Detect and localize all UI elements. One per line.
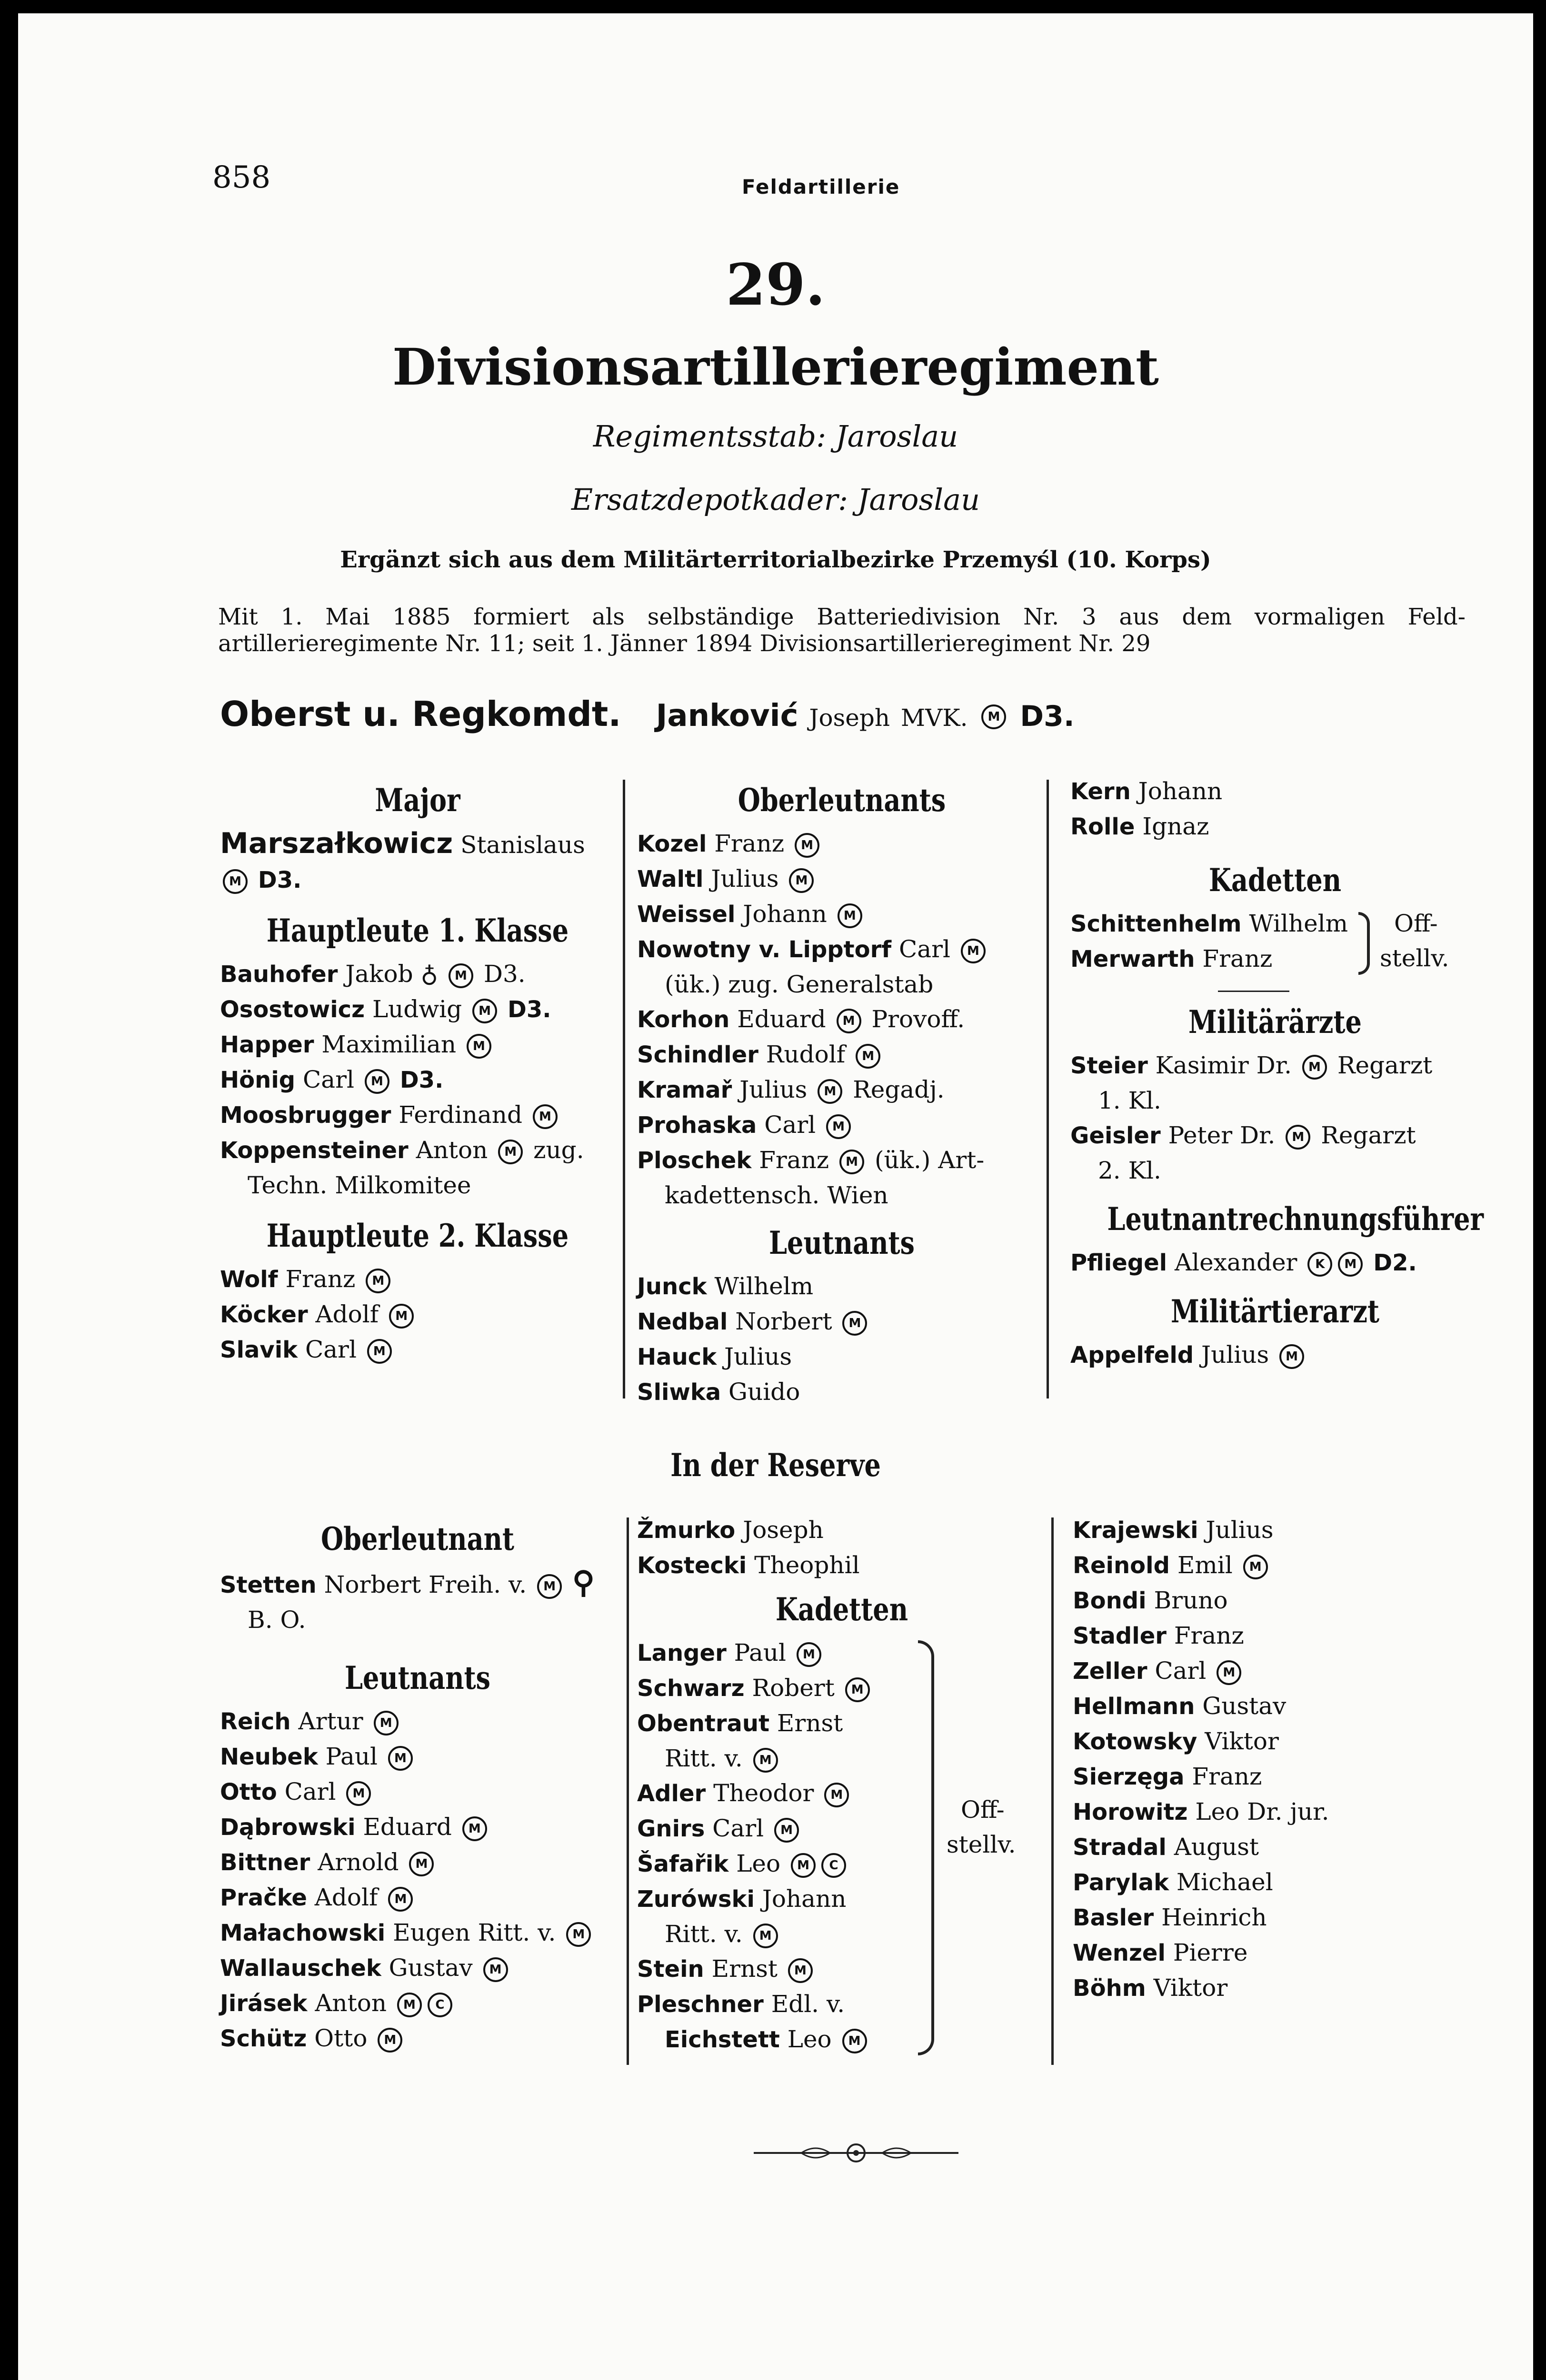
offstellv-label: Off- stellv. xyxy=(1380,910,1449,972)
res-kadetten-heading: Kadetten xyxy=(775,1591,908,1628)
m-decoration-icon: M xyxy=(961,939,986,963)
list-item: Appelfeld Julius M xyxy=(1070,1338,1480,1373)
major-rest: D3. xyxy=(258,867,302,893)
surname: Schütz xyxy=(220,2025,307,2052)
m-decoration-icon: M xyxy=(774,1818,799,1843)
list-item-continuation: Ritt. v. M xyxy=(637,1917,1047,1952)
first-name: Carl xyxy=(1155,1657,1207,1685)
brace xyxy=(918,1640,934,2055)
surname: Wallauschek xyxy=(220,1955,381,1982)
column-divider xyxy=(1047,780,1049,1398)
order-symbol-icon: ♁ xyxy=(420,960,439,988)
m-decoration-icon: M xyxy=(826,1114,851,1139)
list-item: Nowotny v. Lipptorf Carl M xyxy=(637,932,1047,967)
list-item: Schindler Rudolf M xyxy=(637,1037,1047,1072)
regiment-title: Divisionsartillerieregiment xyxy=(392,337,1159,397)
m-decoration-icon: M xyxy=(483,1957,508,1982)
name-suffix: Ritt. v. xyxy=(478,1919,556,1946)
m-decoration-icon: M xyxy=(462,1816,487,1841)
first-name: Franz xyxy=(1192,1763,1262,1790)
list-item: Prohaska Carl M xyxy=(637,1108,1047,1143)
list-item: Weissel Johann M xyxy=(637,897,1047,932)
offstellv-label: Off- stellv. xyxy=(947,1796,1016,1858)
list-item xyxy=(220,1986,615,2021)
list-item: Pleschner Edl. v. xyxy=(637,1990,845,2018)
first-name: Gustav xyxy=(1202,1692,1287,1720)
list-item xyxy=(1073,1935,1482,1971)
first-name: Bruno xyxy=(1154,1587,1228,1614)
list-item: Kostecki Theophil xyxy=(637,1551,860,1579)
k-decoration-icon: K xyxy=(1307,1252,1332,1277)
list-item: Hauck Julius xyxy=(637,1343,792,1370)
m-decoration-icon: M xyxy=(537,1574,562,1599)
reserve-col3-list xyxy=(1073,1513,1482,2006)
list-item xyxy=(220,1951,615,1986)
reserve-col-2 xyxy=(637,1513,1047,2057)
ornament-divider xyxy=(754,2141,958,2165)
list-item: Koppensteiner Anton M zug. xyxy=(220,1136,584,1164)
first-name: Artur xyxy=(298,1707,363,1735)
list-item: Stetten Norbert Freih. v. M ⚲ xyxy=(220,1565,595,1600)
commander-decor: D3. xyxy=(1020,700,1075,733)
list-item: Steier Kasimir Dr. M Regarzt xyxy=(1070,1051,1433,1079)
first-name: Franz xyxy=(1174,1622,1244,1649)
list-item: Moosbrugger Ferdinand M xyxy=(220,1098,615,1133)
list-item: Korhon Eduard M Provoff. xyxy=(637,1005,965,1033)
running-head: Feldartillerie xyxy=(742,175,900,198)
list-item xyxy=(220,1810,615,1845)
m-decoration-icon: M xyxy=(366,1269,390,1293)
m-decoration-icon: M xyxy=(824,1783,849,1807)
list-item: Kern Johann xyxy=(1070,777,1223,805)
list-item: Kramař Julius M Regadj. xyxy=(637,1076,945,1103)
m-decoration-icon: M xyxy=(1286,1125,1310,1150)
m-decoration-icon: M xyxy=(818,1079,842,1104)
hpt1-heading: Hauptleute 1. Klasse xyxy=(266,912,569,949)
m-decoration-icon: M xyxy=(566,1922,591,1947)
militaeraerzte-heading: Militärärzte xyxy=(1188,1003,1362,1041)
history-paragraph: Mit 1. Mai 1885 formiert als selbständige Batteriedivision Nr. 3 aus dem vormaligen Feld-artillerieregimente Nr. 11; seit 1. Jänner 1894 Divisionsartillerieregiment Nr. 29 xyxy=(218,604,1466,657)
list-item-continuation: (ük.) zug. Generalstab xyxy=(665,971,934,998)
list-item: Junck Wilhelm xyxy=(637,1272,814,1300)
major-heading: Major xyxy=(375,782,460,819)
list-item: Sliwka Guido xyxy=(637,1378,800,1406)
active-col-3 xyxy=(1070,774,1484,1373)
m-decoration-icon: M xyxy=(346,1781,371,1806)
list-item xyxy=(1073,1759,1482,1795)
m-decoration-icon: M xyxy=(378,2028,402,2053)
m-decoration-icon: M xyxy=(839,1150,864,1174)
m-decoration-icon: M xyxy=(1279,1344,1304,1369)
m-decoration-icon: M xyxy=(472,999,497,1023)
oberleutnants-heading: Oberleutnants xyxy=(738,782,946,819)
m-decoration-icon: M xyxy=(838,903,862,928)
first-name: Michael xyxy=(1176,1868,1273,1896)
m-decoration-icon: M xyxy=(409,1852,434,1876)
surname: Zeller xyxy=(1073,1658,1147,1685)
first-name: Otto xyxy=(314,2024,368,2052)
m-decoration-icon: M xyxy=(753,1924,778,1948)
surname: Stadler xyxy=(1073,1623,1167,1649)
commander-line xyxy=(220,694,1075,734)
list-item xyxy=(1073,1865,1482,1900)
list-item: Ploschek Franz M (ük.) Art- xyxy=(637,1146,985,1174)
surname: Reinold xyxy=(1073,1552,1170,1579)
list-item xyxy=(1073,1724,1482,1759)
major-surname: Marszałkowicz xyxy=(220,827,453,860)
kadetten-group xyxy=(1070,906,1480,977)
m-decoration-icon: M xyxy=(1338,1252,1363,1277)
c-decoration-icon: C xyxy=(428,1993,452,2017)
m-decoration-icon: M xyxy=(365,1069,389,1094)
list-item-continuation: Ritt. v. M xyxy=(637,1741,1047,1776)
first-name: August xyxy=(1174,1833,1259,1861)
list-item: Osostowicz Ludwig M D3. xyxy=(220,995,551,1023)
m-decoration-icon: M xyxy=(223,869,248,894)
leutnants-heading: Leutnants xyxy=(768,1224,915,1261)
list-item: Gnirs Carl M xyxy=(637,1811,1047,1846)
first-name: Heinrich xyxy=(1161,1904,1267,1931)
key-symbol-icon: ⚲ xyxy=(572,1565,595,1600)
m-decoration-icon: M xyxy=(1217,1660,1241,1685)
active-col-1 xyxy=(220,774,615,1368)
list-item-continuation: Eichstett Leo M xyxy=(637,2022,1047,2057)
commander-first: Joseph xyxy=(809,704,890,732)
commander-rest: MVK. xyxy=(900,704,968,732)
m-decoration-icon: M xyxy=(397,1993,422,2017)
major-first: Stanislaus xyxy=(460,831,585,859)
list-item: Waltl Julius M xyxy=(637,862,1047,897)
m-decoration-icon: M xyxy=(388,1887,413,1912)
first-name: Carl xyxy=(284,1778,336,1805)
list-item xyxy=(1073,1548,1482,1583)
page xyxy=(18,13,1533,2380)
active-col-2 xyxy=(637,774,1047,1410)
surname: Sierzęga xyxy=(1073,1764,1185,1790)
first-name: Anton xyxy=(315,1989,387,2017)
list-item xyxy=(1073,1900,1482,1935)
reserve-col-1 xyxy=(220,1513,615,2056)
regimentsstab: Regimentsstab: Jaroslau xyxy=(593,419,958,454)
list-item: Hönig Carl M D3. xyxy=(220,1066,444,1093)
surname: Basler xyxy=(1073,1904,1154,1931)
first-name: Adolf xyxy=(314,1884,378,1911)
list-item xyxy=(220,1775,615,1810)
surname: Bittner xyxy=(220,1849,310,1876)
column-divider xyxy=(627,1517,629,2065)
surname: Neubek xyxy=(220,1744,318,1770)
reserve-heading: In der Reserve xyxy=(670,1447,881,1484)
list-item: Stein Ernst M xyxy=(637,1952,1047,1987)
res-kadetten-group xyxy=(637,1636,1047,2057)
brace xyxy=(1358,912,1370,975)
m-decoration-icon: M xyxy=(842,2029,867,2053)
list-item: Geisler Peter Dr. M Regarzt xyxy=(1070,1121,1416,1149)
first-name: Emil xyxy=(1177,1551,1233,1579)
reserve-leutnants-list xyxy=(220,1704,615,2056)
list-item xyxy=(220,1704,615,1739)
m-decoration-icon: M xyxy=(981,704,1006,729)
c-decoration-icon: C xyxy=(821,1853,846,1878)
list-item xyxy=(1073,1583,1482,1618)
m-decoration-icon: M xyxy=(367,1339,392,1364)
list-item: Slavik Carl M xyxy=(220,1332,615,1368)
list-item xyxy=(1073,1654,1482,1689)
surname: Otto xyxy=(220,1779,277,1805)
list-item: Schittenhelm Wilhelm xyxy=(1070,910,1348,937)
separator-line xyxy=(1218,991,1289,992)
hpt2-heading: Hauptleute 2. Klasse xyxy=(266,1217,569,1254)
res-leutnants-heading: Leutnants xyxy=(344,1659,491,1696)
m-decoration-icon: M xyxy=(389,1304,414,1329)
list-item xyxy=(1073,1618,1482,1654)
m-decoration-icon: M xyxy=(374,1711,399,1735)
surname: Krajewski xyxy=(1073,1517,1198,1544)
reserve-col-3 xyxy=(1073,1513,1482,2006)
list-item: Šafařik Leo M C xyxy=(637,1846,1047,1882)
list-item: Nedbal Norbert M xyxy=(637,1304,1047,1339)
m-decoration-icon: M xyxy=(842,1311,867,1336)
list-item-continuation: 1. Kl. xyxy=(1098,1087,1161,1114)
list-item: Köcker Adolf M xyxy=(220,1297,615,1332)
list-item: Zurówski Johann xyxy=(637,1885,847,1913)
surname: Bondi xyxy=(1073,1587,1147,1614)
m-decoration-icon: M xyxy=(791,1853,816,1878)
list-item xyxy=(1073,1513,1482,1548)
m-decoration-icon: M xyxy=(533,1104,558,1129)
list-item xyxy=(220,1880,615,1915)
surname: Stradal xyxy=(1073,1834,1167,1861)
list-item xyxy=(1073,1830,1482,1865)
m-decoration-icon: M xyxy=(788,1958,813,1983)
surname: Hellmann xyxy=(1073,1693,1195,1720)
commander-surname: Janković xyxy=(656,698,798,734)
list-item: Schwarz Robert M xyxy=(637,1671,1047,1706)
m-decoration-icon: M xyxy=(856,1044,880,1069)
list-item: Bauhofer Jakob ♁ M D3. xyxy=(220,960,526,988)
ergaenzung-line: Ergänzt sich aus dem Militärterritorialbezirke Przemyśl (10. Korps) xyxy=(340,546,1211,573)
surname: Dąbrowski xyxy=(220,1814,356,1841)
list-item: Pfliegel Alexander K M D2. xyxy=(1070,1249,1417,1276)
surname: Jirásek xyxy=(220,1990,308,2017)
m-decoration-icon: M xyxy=(498,1140,523,1164)
m-decoration-icon: M xyxy=(753,1748,778,1773)
list-item: Happer Maximilian M xyxy=(220,1027,615,1062)
list-item-continuation: B. O. xyxy=(248,1606,306,1634)
m-decoration-icon: M xyxy=(449,963,473,988)
list-item xyxy=(1073,1971,1482,2006)
first-name: Viktor xyxy=(1205,1727,1279,1755)
column-divider xyxy=(1051,1517,1054,2065)
list-item xyxy=(220,1915,615,1951)
list-item xyxy=(220,1845,615,1880)
m-decoration-icon: M xyxy=(837,1009,861,1033)
first-name: Arnold xyxy=(318,1848,399,1876)
first-name: Pierre xyxy=(1173,1939,1248,1966)
page-number: 858 xyxy=(212,160,271,195)
m-decoration-icon: M xyxy=(789,868,814,893)
list-item-continuation: Techn. Milkomitee xyxy=(248,1171,471,1199)
surname: Małachowski xyxy=(220,1920,386,1946)
m-decoration-icon: M xyxy=(467,1034,491,1059)
tierarzt-heading: Militärtierarzt xyxy=(1171,1293,1379,1330)
commander-rank: Oberst u. Regkomdt. xyxy=(220,694,621,734)
list-item: Žmurko Joseph xyxy=(637,1516,824,1544)
first-name: Viktor xyxy=(1153,1974,1228,2002)
list-item xyxy=(220,2021,615,2056)
surname: Kotowsky xyxy=(1073,1728,1197,1755)
surname: Pračke xyxy=(220,1884,307,1911)
list-item: Langer Paul M xyxy=(637,1636,1047,1671)
rechnungsfuehrer-heading: Leutnantrechnungsführer xyxy=(1107,1200,1484,1238)
first-name: Eugen xyxy=(393,1919,470,1946)
list-item-continuation: kadettensch. Wien xyxy=(665,1181,888,1209)
list-item xyxy=(1073,1795,1482,1830)
m-decoration-icon: M xyxy=(1243,1555,1268,1579)
m-decoration-icon: M xyxy=(1302,1055,1327,1080)
first-name: Leo Dr. jur. xyxy=(1195,1798,1329,1825)
list-item: Wolf Franz M xyxy=(220,1262,615,1297)
first-name: Eduard xyxy=(363,1813,452,1841)
m-decoration-icon: M xyxy=(388,1746,413,1771)
m-decoration-icon: M xyxy=(845,1677,870,1702)
surname: Wenzel xyxy=(1073,1940,1166,1966)
kadetten-heading: Kadetten xyxy=(1208,862,1342,899)
first-name: Paul xyxy=(325,1743,378,1770)
list-item: Obentraut Ernst xyxy=(637,1709,843,1737)
surname: Böhm xyxy=(1073,1975,1146,2002)
list-item-continuation: 2. Kl. xyxy=(1098,1157,1161,1184)
ersatzdepotkader: Ersatzdepotkader: Jaroslau xyxy=(571,482,980,517)
m-decoration-icon: M xyxy=(795,833,819,858)
regiment-number: 29. xyxy=(726,251,826,318)
m-decoration-icon: M xyxy=(797,1642,821,1667)
list-item: Rolle Ignaz xyxy=(1070,813,1209,840)
list-item: Kozel Franz M xyxy=(637,826,1047,862)
list-item xyxy=(1073,1689,1482,1724)
first-name: Julius xyxy=(1206,1516,1274,1544)
surname: Parylak xyxy=(1073,1869,1169,1896)
list-item xyxy=(220,1739,615,1775)
surname: Reich xyxy=(220,1708,291,1735)
list-item: Merwarth Franz xyxy=(1070,945,1273,972)
first-name: Gustav xyxy=(389,1954,473,1982)
oberleutnant-heading: Oberleutnant xyxy=(320,1520,515,1557)
column-divider xyxy=(623,780,625,1398)
surname: Horowitz xyxy=(1073,1799,1188,1825)
list-item: Adler Theodor M xyxy=(637,1776,1047,1811)
